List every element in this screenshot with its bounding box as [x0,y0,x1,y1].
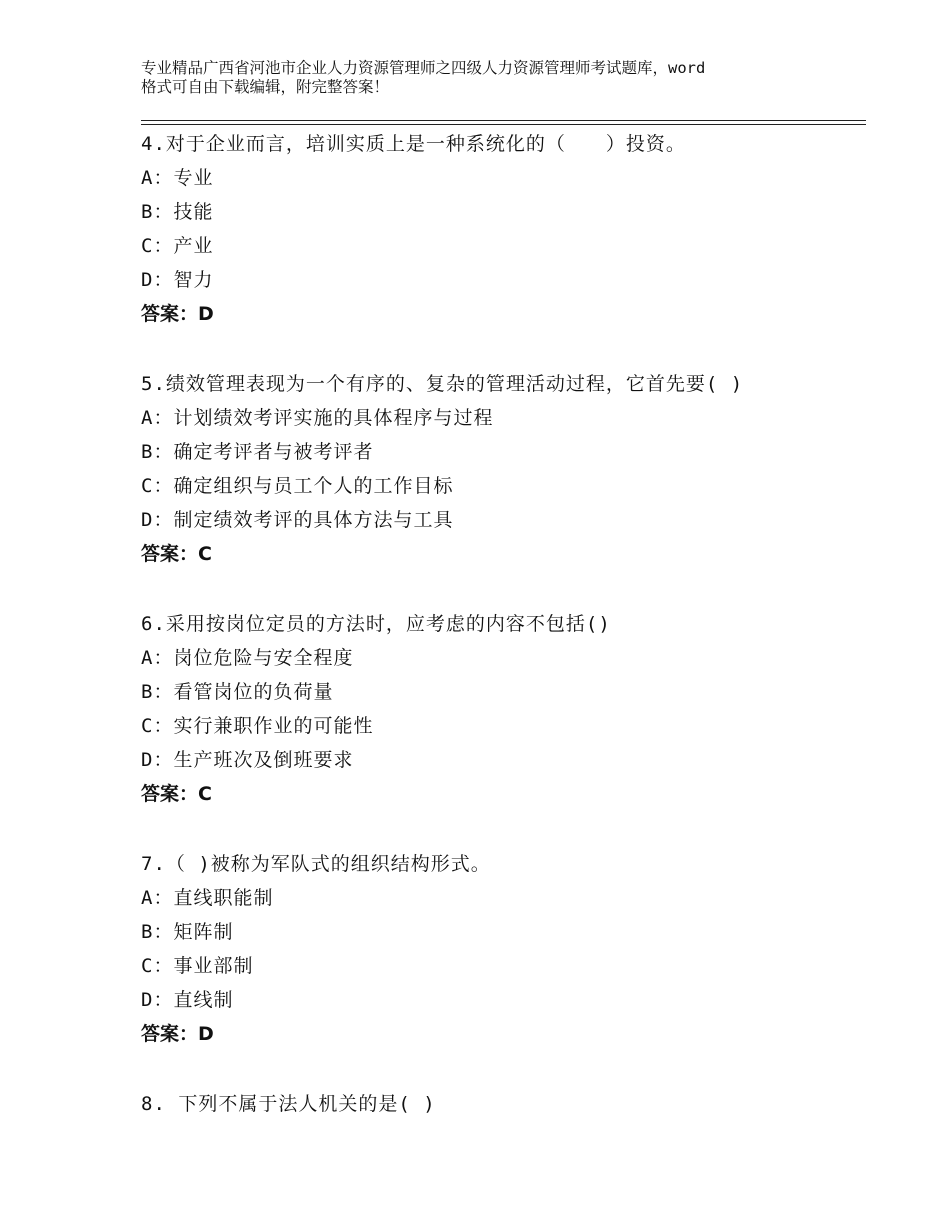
question-7 [141,847,866,1051]
header-line-2: 格式可自由下载编辑，附完整答案！ [141,78,390,96]
option-b: B：技能 [141,201,214,223]
question-stem: 6.采用按岗位定员的方法时，应考虑的内容不包括() [141,613,611,635]
option-a: A：专业 [141,167,214,189]
option-d: D：智力 [141,269,214,291]
answer: 答案：D [141,1023,214,1045]
option-d: D：直线制 [141,989,234,1011]
option-b: B：确定考评者与被考评者 [141,441,374,463]
question-stem: 4.对于企业而言，培训实质上是一种系统化的（ ）投资。 [141,133,686,155]
question-stem: 5.绩效管理表现为一个有序的、复杂的管理活动过程，它首先要( ) [141,373,744,395]
answer: 答案：D [141,303,214,325]
header-rule-top [141,120,866,121]
header-rule-bottom [141,124,866,125]
option-d: D：生产班次及倒班要求 [141,749,354,771]
option-c: C：产业 [141,235,214,257]
option-a: A：岗位危险与安全程度 [141,647,354,669]
question-stem: 8. 下列不属于法人机关的是( ) [141,1093,436,1115]
option-a: A：直线职能制 [141,887,274,909]
question-6 [141,607,866,811]
option-c: C：确定组织与员工个人的工作目标 [141,475,454,497]
option-b: B：矩阵制 [141,921,234,943]
option-d: D：制定绩效考评的具体方法与工具 [141,509,454,531]
header-line-1: 专业精品广西省河池市企业人力资源管理师之四级人力资源管理师考试题库，word [141,59,706,77]
option-a: A：计划绩效考评实施的具体程序与过程 [141,407,494,429]
document-header [141,59,831,97]
option-b: B：看管岗位的负荷量 [141,681,334,703]
option-c: C：实行兼职作业的可能性 [141,715,374,737]
question-list [141,127,866,1121]
question-stem: 7.（ )被称为军队式的组织结构形式。 [141,853,491,875]
answer: 答案：C [141,543,212,565]
option-c: C：事业部制 [141,955,254,977]
question-5 [141,367,866,571]
question-8 [141,1087,866,1121]
answer: 答案：C [141,783,212,805]
question-4 [141,127,866,331]
